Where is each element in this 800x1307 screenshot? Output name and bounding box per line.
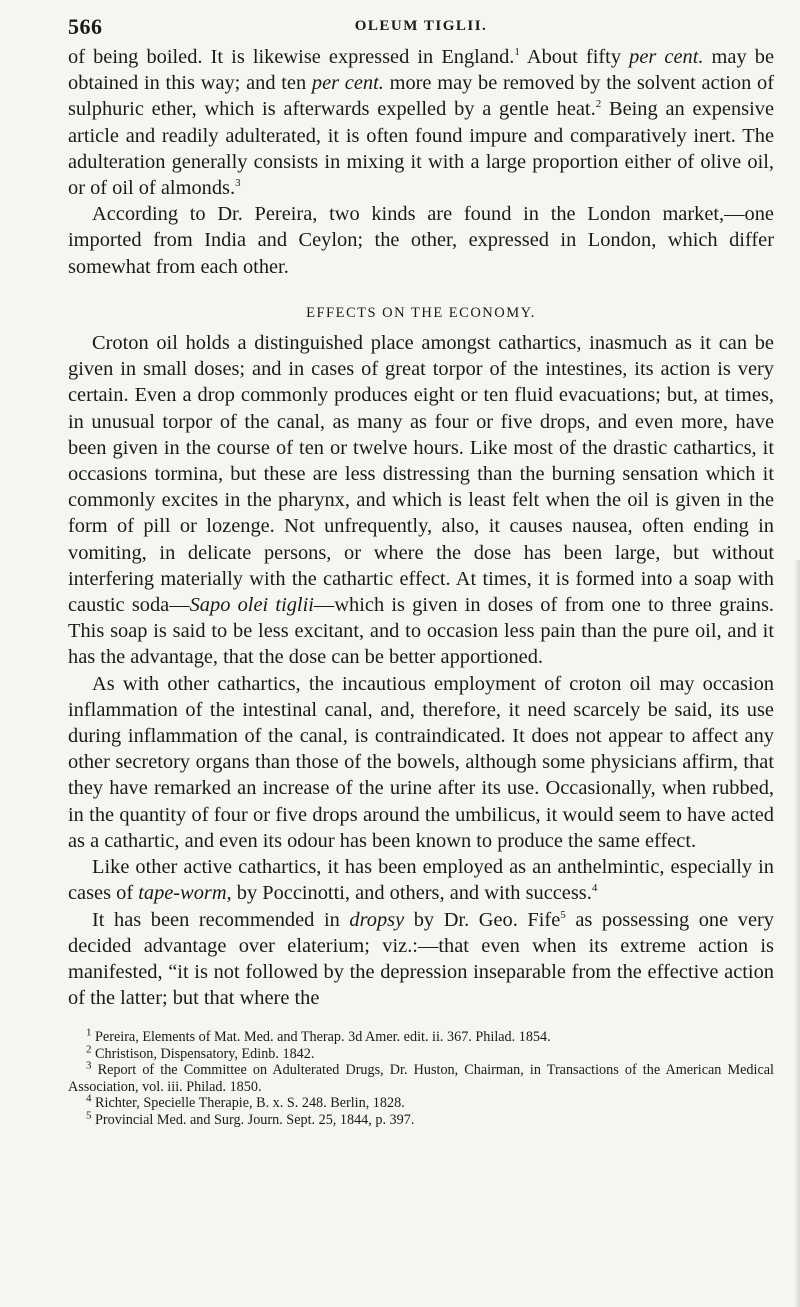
body-text (68, 44, 774, 1011)
footnote: $^4$ Richter, Specielle Therapie, B. x. S. 248. Berlin, 1828. (86, 1092, 405, 1112)
footnote: $^2$ Christison, Dispensatory, Edinb. 1842. (86, 1043, 315, 1062)
footnote-ref[interactable]: 2 (595, 98, 602, 111)
section-heading: EFFECTS ON THE ECONOMY. (306, 304, 536, 321)
footnote-ref[interactable]: 3 (235, 177, 241, 190)
footnote: $^3$ Report of the Committee on Adulterated Drugs, Dr. Huston, Chairman, in Transactions of the American Medical Association, vol. iii. Philad. 1850. (68, 1059, 774, 1095)
paragraph: Croton oil holds a distinguished place amongst cathartics, inasmuch as it can be given in small doses; and in cases of great torpor of the intestines, its action is very certain. Even a drop commonly produces eight or ten fluid evacuations; but, at times, in unusual torpor of the canal, as many as four or five drops, and even more, have been given in the course of ten or twelve hours. Like most of the drastic cathartics, it occasions tormina, but these are less distressing than the burning sensation which it commonly excites in the pharynx, and which is least felt when the oil is given in the form of pill or lozenge. Not unfrequently, also, it causes nausea, often ending in vomiting, in delicate persons, or where the dose has been large, but without interfering materially with the cathartic effect. At times, it is formed into a soap with caustic soda—Sapo olei tiglii—which is given in doses of from one to three grains. This soap is said to be less excitant, and to occasion less pain than the pure oil, and it has the advantage, that the dose can be better apportioned. (68, 332, 774, 669)
page-header (68, 12, 774, 44)
paragraph: It has been recommended in dropsy by Dr. Geo. Fife$^5$ as possessing one very decided advantage over elaterium; viz.:—that even when its extreme action is manifested, “it is not followed by the depression inseparable from the effective action of the latter; but that where the (68, 908, 774, 1010)
page-edge-shadow (794, 560, 800, 1307)
paragraph: According to Dr. Pereira, two kinds are found in the London market,—one imported from India and Ceylon; the other, expressed in London, which differ somewhat from each other. (68, 203, 774, 278)
footnote-ref[interactable]: 1 (514, 46, 520, 59)
footnotes (68, 1026, 774, 1128)
page-number: 566 (68, 14, 103, 39)
footnote-ref[interactable]: 4 (591, 882, 598, 895)
paragraph: Like other active cathartics, it has been employed as an anthelmintic, especially in cases of tape-worm, by Poccinotti, and others, and with success.$^4$ (68, 856, 774, 905)
paragraph: of being boiled. It is likewise expressed in England.$^1$ About fifty per cent. may be obtained in this way; and ten per cent. more may be removed by the solvent action of sulphuric ether, which is afterwards expelled by a gentle heat.$^2$ Being an expensive article and readily adulterated, it is often found impure and comparatively inert. The adulteration generally consists in mixing it with a large proportion either of olive oil, or of oil of almonds.$^3$ (68, 46, 774, 200)
running-head: OLEUM TIGLII. (354, 18, 488, 34)
footnote: $^1$ Pereira, Elements of Mat. Med. and Therap. 3d Amer. edit. ii. 367. Philad. 1854. (86, 1026, 551, 1046)
paragraph: As with other cathartics, the incautious employment of croton oil may occasion inflammation of the intestinal canal, and, therefore, it need scarcely be said, its use during inflammation of the canal, is contraindicated. It does not appear to affect any other secretory organs than those of the bowels, although some physicians affirm, that they have remarked an increase of the urine after its use. Occasionally, when rubbed, in the quantity of four or five drops around the umbilicus, it would seem to have acted as a cathartic, and even its odour has been known to produce the same effect. (68, 672, 774, 852)
footnote-ref[interactable]: 5 (560, 908, 566, 921)
footnote: $^5$ Provincial Med. and Surg. Journ. Sept. 25, 1844, p. 397. (86, 1109, 415, 1128)
